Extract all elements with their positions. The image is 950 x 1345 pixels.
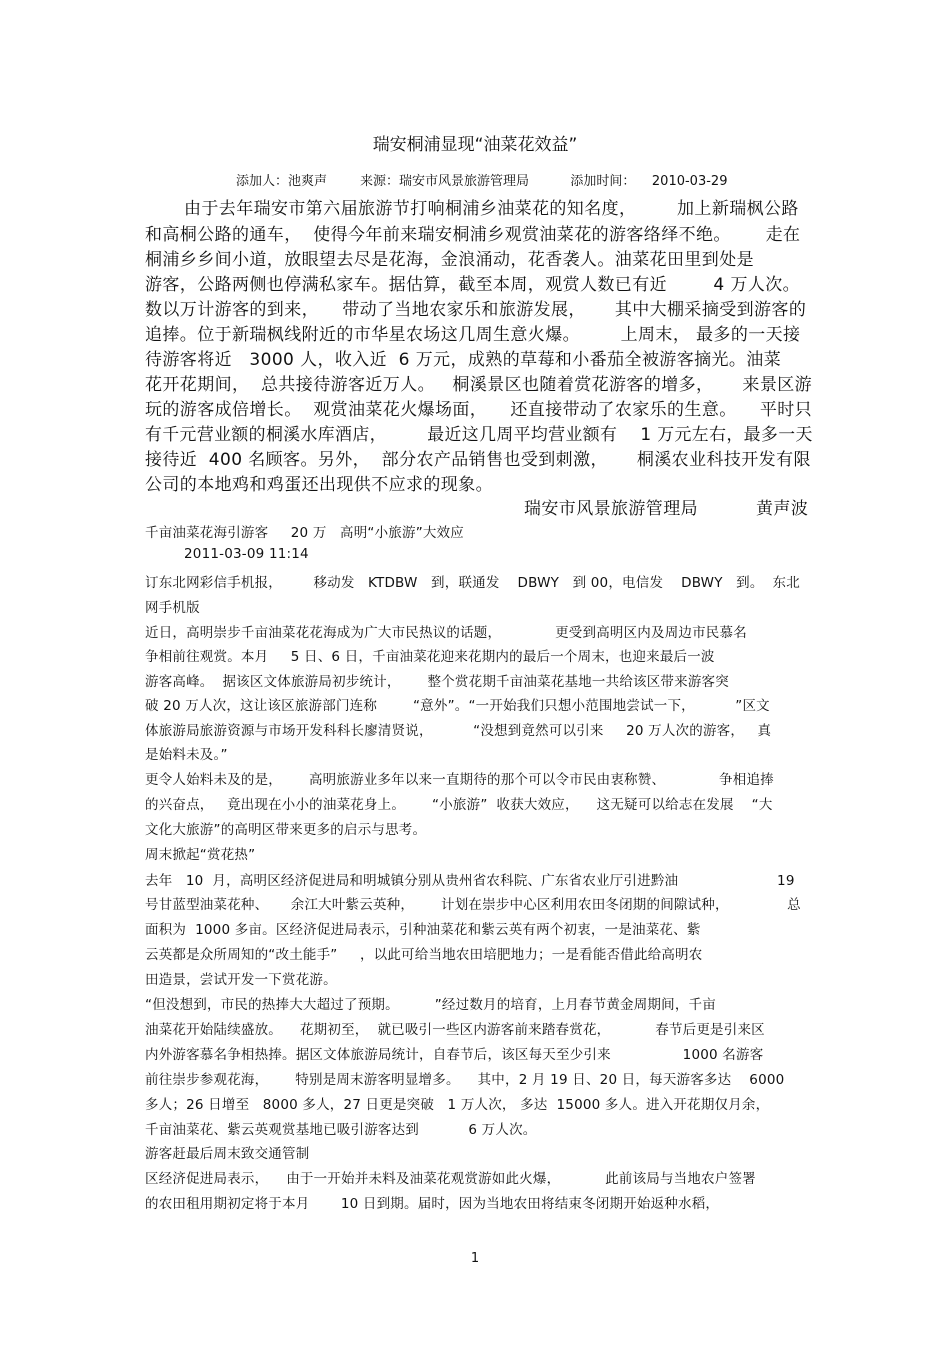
paragraph-line: 的兴奋点， 竟出现在小小的油菜花身上。 “小旅游” 收获大效应， 这无疑可以给志在发展 “大 [145,797,773,813]
paragraph-line: 云英都是众所周知的“改土能手” ，以此可给当地农田培肥地力；一是看能否借此给高明农 [145,947,703,963]
paragraph-line: 体旅游局旅游资源与市场开发科科长廖清贤说， “没想到竟然可以引来 20 万人次的游客， 真 [145,723,772,739]
paragraph-line: 数以万计游客的到来， 带动了当地农家乐和旅游发展， 其中大棚采摘受到游客的 [145,300,807,320]
paragraph-line: 追捧。位于新瑞枫线附近的市华星农场这几周生意火爆。 上周末， 最多的一天接 [145,325,801,345]
page-number: 1 [470,1251,480,1266]
section-heading: 游客赶最后周末致交通管制 [145,1146,310,1162]
paragraph-line: 千亩油菜花、紫云英观赏基地已吸引游客达到 6 万人次。 [145,1122,537,1138]
paragraph-line: 和高桐公路的通车， 使得今年前来瑞安桐浦乡观赏油菜花的游客络绎不绝。 走在 [145,225,801,245]
paragraph-line: 接待近 400 名顾客。另外， 部分农产品销售也受到刺激， 桐溪农业科技开发有限 [145,450,811,470]
paragraph-line: 区经济促进局表示， 由于一开始并未料及油菜花观赏游如此火爆， 此前该局与当地农户签署 [145,1171,756,1187]
paragraph-line: 的农田租用期初定将于本月 10 日到期。届时，因为当地农田将结束冬闭期开始返种水稻， [145,1196,720,1212]
paragraph-line: 油菜花开始陆续盛放。 花期初至， 就已吸引一些区内游客前来踏春赏花， 春节后更是引来区 [145,1022,765,1038]
paragraph-line: 游客，公路两侧也停满私家车。据估算，截至本周，观赏人数已有近 4 万人次。 [145,275,801,295]
paragraph-line: 去年 10 月，高明区经济促进局和明城镇分别从贵州省农科院、广东省农业厅引进黔油 19 [145,873,795,889]
article-title: 瑞安桐浦显现“油菜花效益” [372,135,578,155]
paragraph-line: 田造景，尝试开发一下赏花游。 [145,972,337,988]
paragraph-line: 有千元营业额的桐溪水库酒店， 最近这几周平均营业额有 1 万元左右，最多一天 [145,425,813,445]
section-heading: 周末掀起“赏花热” [145,847,256,863]
article-meta: 添加人：池爽声 来源：瑞安市风景旅游管理局 添加时间： 2010-03-29 [236,174,728,189]
paragraph-line: 前往崇步参观花海， 特别是周末游客明显增多。 其中，2 月 19 日、20 日，每天游客多达 6000 [145,1072,785,1088]
paragraph-line: 玩的游客成倍增长。 观赏油菜花火爆场面， 还直接带动了农家乐的生意。 平时只 [145,400,813,420]
paragraph-line: 文化大旅游”的高明区带来更多的启示与思考。 [145,822,427,838]
paragraph-line: 破 20 万人次，这让该区旅游部门连称 “意外”。“一开始我们只想小范围地尝试一下， ”区文 [145,698,770,714]
paragraph-line: 内外游客慕名争相热捧。据区文体旅游局统计，自春节后，该区每天至少引来 1000 名游客 [145,1047,764,1063]
article-signature: 瑞安市风景旅游管理局 黄声波 [524,499,809,519]
paragraph-line: 花开花期间， 总共接待游客近万人。 桐溪景区也随着赏花游客的增多， 来景区游 [145,375,813,395]
paragraph-line: 是始料未及。” [145,747,228,763]
paragraph-line: 游客高峰。 据该区文体旅游局初步统计， 整个赏花期千亩油菜花基地一共给该区带来游客突 [145,674,729,690]
paragraph-line: 桐浦乡乡间小道，放眼望去尽是花海，金浪涌动，花香袭人。油菜花田里到处是 [145,250,754,270]
paragraph-line: 多人；26 日增至 8000 多人，27 日更是突破 1 万人次， 多达 15000 多人。进入开花期仅月余， [145,1097,770,1113]
paragraph-line: 订东北网彩信手机报， 移动发 KTDBW 到，联通发 DBWY 到 00，电信发 DBWY 到。 东北 [145,575,800,591]
paragraph-line: 网手机版 [145,600,200,616]
paragraph-line: “但没想到，市民的热捧大大超过了预期。 ”经过数月的培育，上月春节黄金周期间，千亩 [145,997,716,1013]
paragraph-line: 待游客将近 3000 人，收入近 6 万元，成熟的草莓和小番茄全被游客摘光。油菜 [145,350,782,370]
paragraph-line: 争相前往观赏。本月 5 日、6 日，千亩油菜花迎来花期内的最后一个周末，也迎来最后一波 [145,649,715,665]
paragraph-line: 更令人始料未及的是， 高明旅游业多年以来一直期待的那个可以令市民由衷称赞、 争相追捧 [145,772,774,788]
paragraph-line: 近日，高明崇步千亩油菜花花海成为广大市民热议的话题， 更受到高明区内及周边市民慕名 [145,625,747,641]
paragraph-line: 公司的本地鸡和鸡蛋还出现供不应求的现象。 [145,475,493,495]
paragraph-line: 面积为 1000 多亩。区经济促进局表示，引种油菜花和紫云英有两个初衷，一是油菜花、紫 [145,922,701,938]
paragraph-line: 由于去年瑞安市第六届旅游节打响桐浦乡油菜花的知名度， 加上新瑞枫公路 [184,199,799,219]
article-headline: 千亩油菜花海引游客 20 万 高明“小旅游”大效应 [145,525,464,541]
paragraph-line: 号甘蓝型油菜花种、 余江大叶紫云英种， 计划在崇步中心区利用农田冬闭期的间隙试种， 总 [145,897,801,913]
article-datetime: 2011-03-09 11:14 [184,546,309,562]
